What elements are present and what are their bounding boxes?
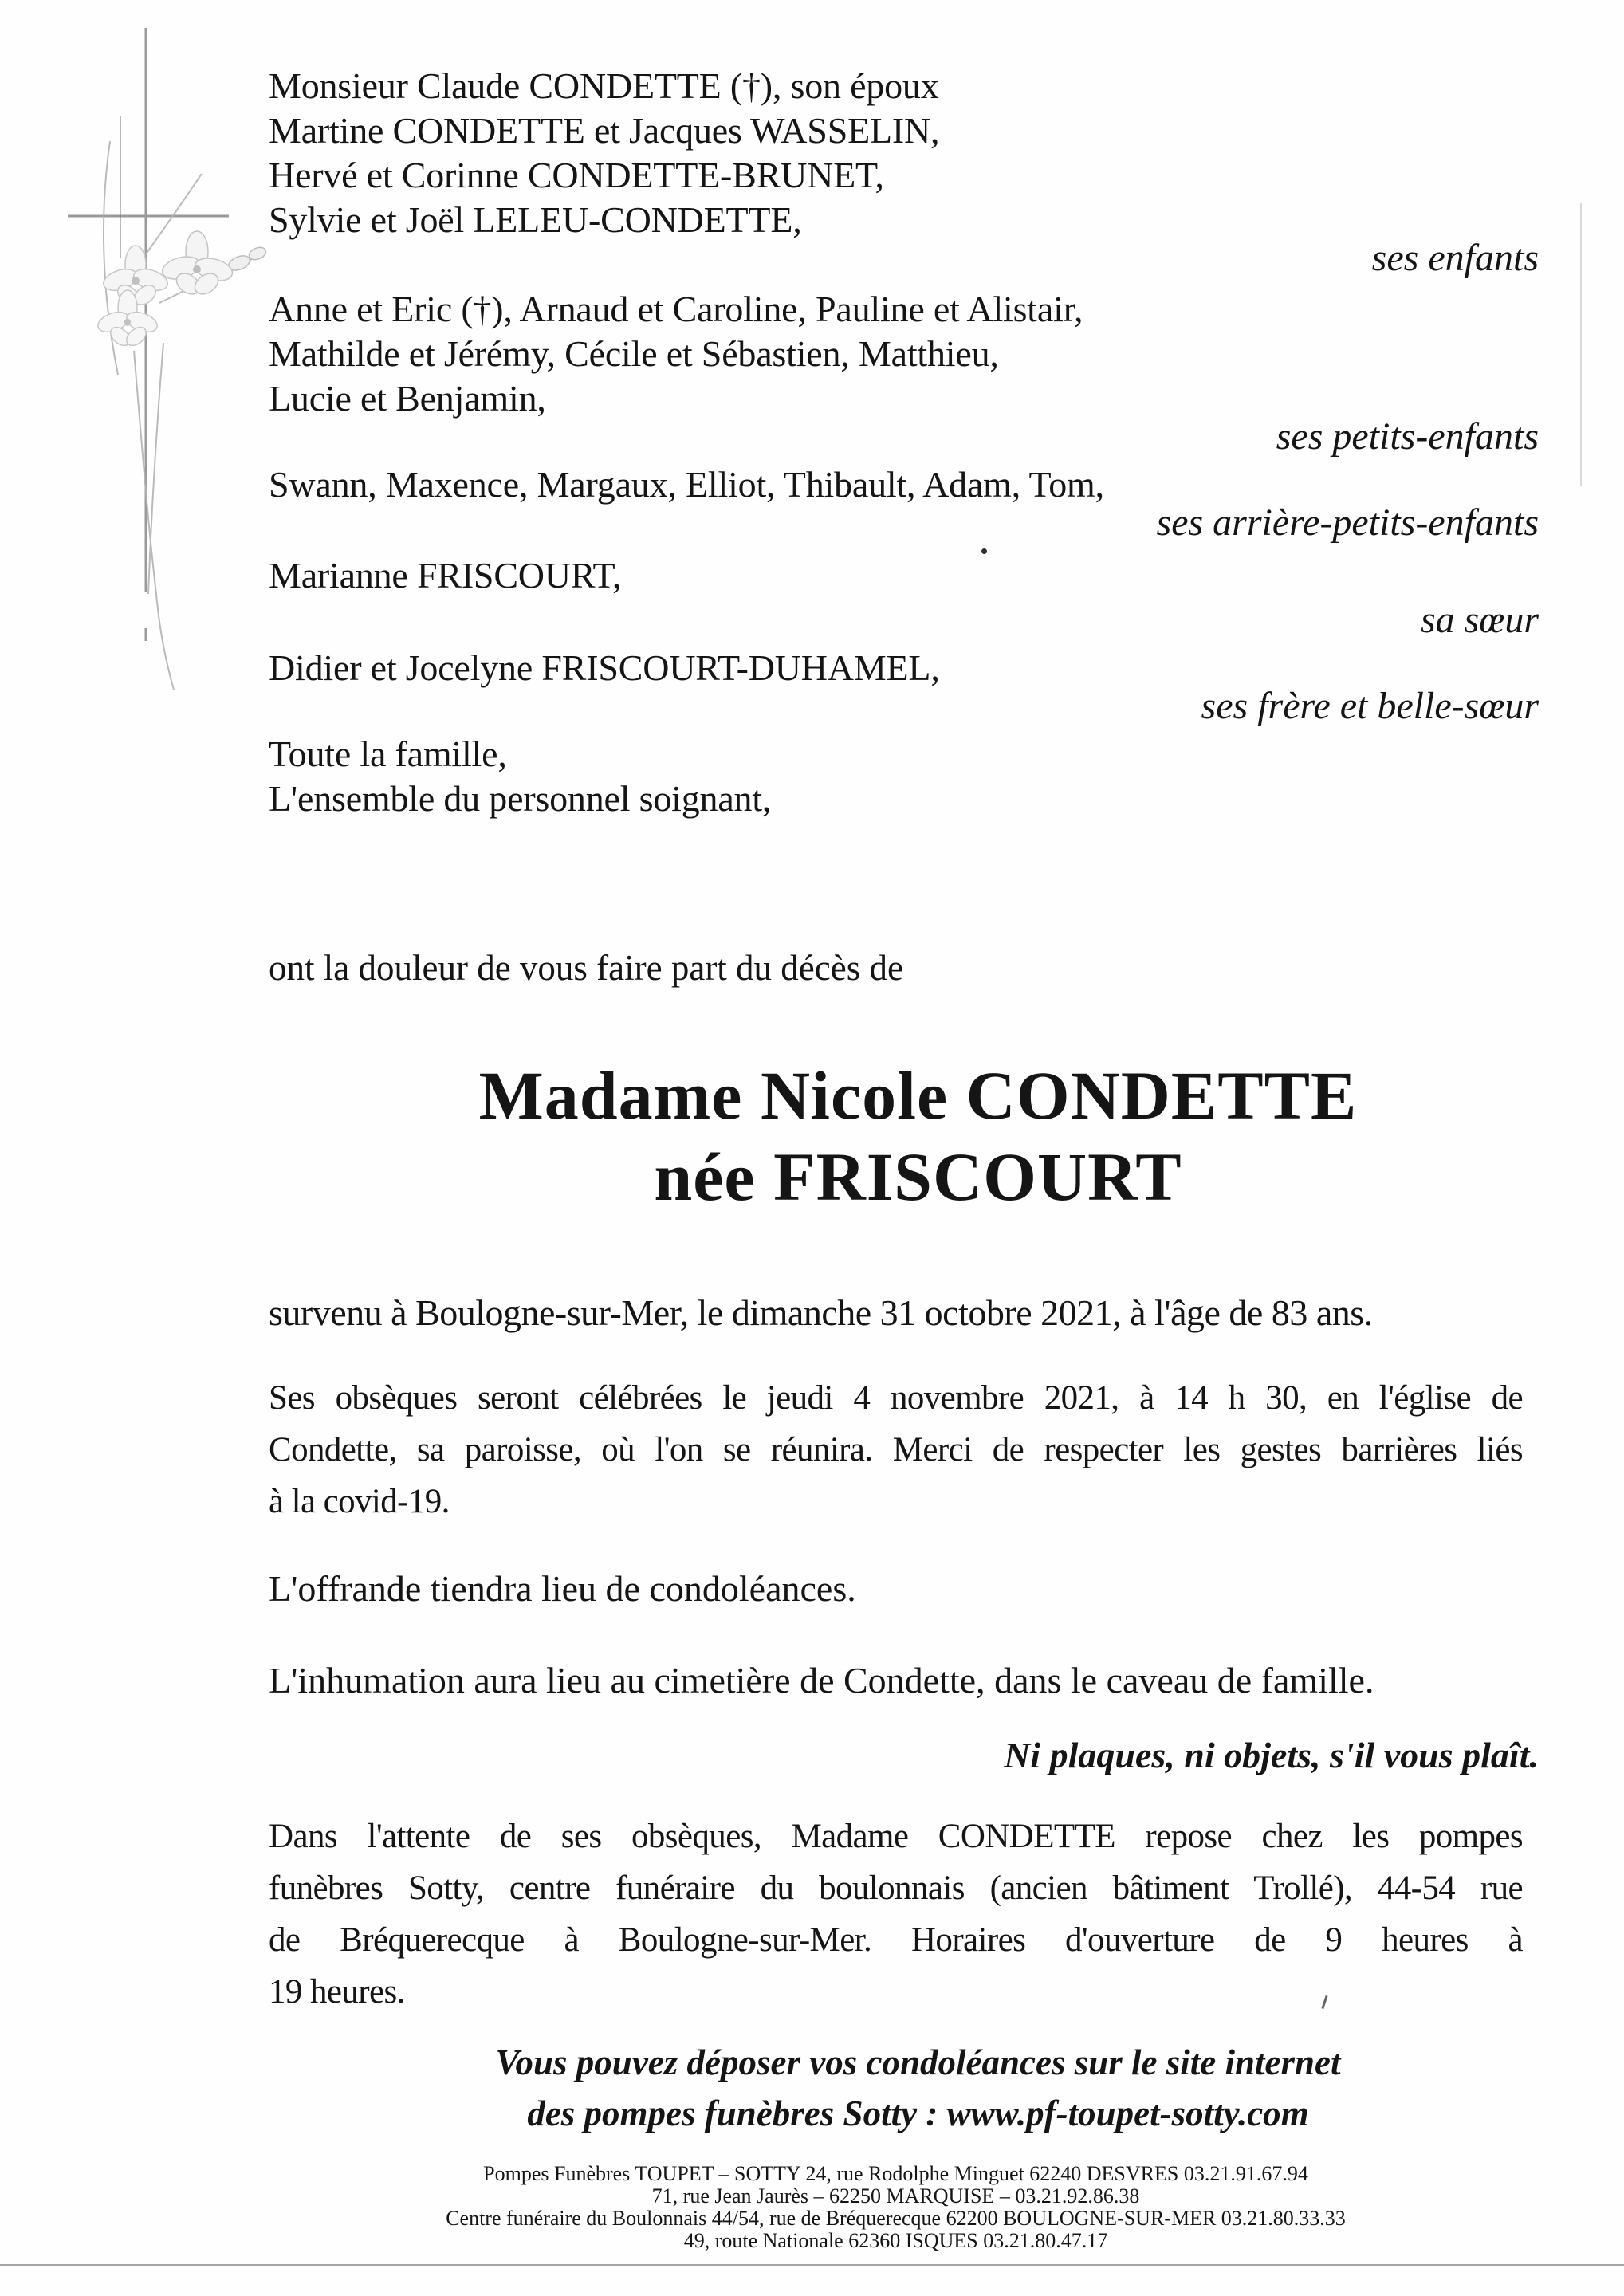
ceremony-line: Condette, sa paroisse, où l'on se réunira. Merci de respecter les gestes barrières liés [269, 1431, 1523, 1468]
brother-group [269, 646, 1523, 690]
ceremony-line: Ses obsèques seront célébrées le jeudi 4 novembre 2021, à 14 h 30, en l'église de [269, 1379, 1523, 1417]
repose-line: de Bréquerecque à Boulogne-sur-Mer. Horaires d'ouverture de 9 heures à [269, 1921, 1523, 1959]
children-group [269, 64, 1523, 242]
online-condolences-block [313, 2037, 1523, 2139]
family-line: Mathilde et Jérémy, Cécile et Sébastien, Matthieu, [269, 333, 999, 374]
footer-line: Pompes Funèbres TOUPET – SOTTY 24, rue Rodolphe Minguet 62240 DESVRES 03.21.91.67.94 [483, 2162, 1308, 2185]
family-line: Hervé et Corinne CONDETTE-BRUNET, [269, 155, 884, 195]
repose-line: 19 heures. [269, 1973, 405, 2011]
deceased-name-block [313, 1055, 1523, 1217]
family-others-group [269, 732, 1523, 821]
death-details: survenu à Boulogne-sur-Mer, le dimanche 31 octobre 2021, à l'âge de 83 ans. [269, 1292, 1373, 1333]
ceremony-paragraph [269, 1372, 1523, 1527]
family-line: Toute la famille, [269, 733, 507, 774]
relation-label-brother: ses frère et belle-sœur [1201, 685, 1539, 727]
relation-label-children: ses enfants [1371, 237, 1539, 279]
no-plaques-request: Ni plaques, ni objets, s'il vous plaît. [1004, 1735, 1539, 1775]
funeral-home-footer [269, 2163, 1523, 2252]
footer-line: 71, rue Jean Jaurès – 62250 MARQUISE – 03.21.92.86.38 [651, 2184, 1140, 2208]
relation-label-great-grandchildren: ses arrière-petits-enfants [1156, 501, 1539, 544]
condolences-website-line: des pompes funèbres Sotty : www.pf-toupet-sotty.com [527, 2094, 1309, 2133]
family-line: Lucie et Benjamin, [269, 378, 546, 419]
family-line: Swann, Maxence, Margaux, Elliot, Thibault, Adam, Tom, [269, 464, 1104, 505]
offering-line: L'offrande tiendra lieu de condoléances. [269, 1568, 856, 1609]
family-line: Didier et Jocelyne FRISCOURT-DUHAMEL, [269, 647, 940, 688]
relation-label-grandchildren: ses petits-enfants [1276, 415, 1539, 458]
condolences-line: Vous pouvez déposer vos condoléances sur le site internet [495, 2042, 1341, 2082]
family-line: Martine CONDETTE et Jacques WASSELIN, [269, 110, 940, 151]
burial-line: L'inhumation aura lieu au cimetière de Condette, dans le caveau de famille. [269, 1660, 1374, 1700]
family-line: Monsieur Claude CONDETTE (†), son époux [269, 65, 939, 106]
family-line: Marianne FRISCOURT, [269, 555, 622, 596]
sister-group [269, 553, 1523, 598]
deceased-name: Madame Nicole CONDETTE [478, 1057, 1358, 1134]
footer-line: 49, route Nationale 62360 ISQUES 03.21.80.47.17 [683, 2229, 1108, 2252]
family-line: Anne et Eric (†), Arnaud et Caroline, Pauline et Alistair, [269, 289, 1083, 329]
repose-paragraph [269, 1810, 1523, 2018]
ceremony-line: à la covid-19. [269, 1483, 450, 1520]
repose-line: Dans l'attente de ses obsèques, Madame CONDETTE repose chez les pompes [269, 1818, 1523, 1855]
family-line: Sylvie et Joël LELEU-CONDETTE, [269, 199, 802, 240]
repose-line: funèbres Sotty, centre funéraire du boulonnais (ancien bâtiment Trollé), 44-54 rue [269, 1869, 1523, 1907]
footer-line: Centre funéraire du Boulonnais 44/54, rue de Bréquerecque 62200 BOULOGNE-SUR-MER 03.21.80.33.33 [446, 2207, 1346, 2230]
great-grandchildren-group [269, 462, 1523, 507]
relation-label-sister: sa sœur [1420, 599, 1539, 641]
deceased-maiden-name: née FRISCOURT [654, 1138, 1182, 1215]
grandchildren-group [269, 287, 1523, 421]
announcement-intro: ont la douleur de vous faire part du décès de [269, 948, 903, 988]
family-line: L'ensemble du personnel soignant, [269, 778, 772, 819]
